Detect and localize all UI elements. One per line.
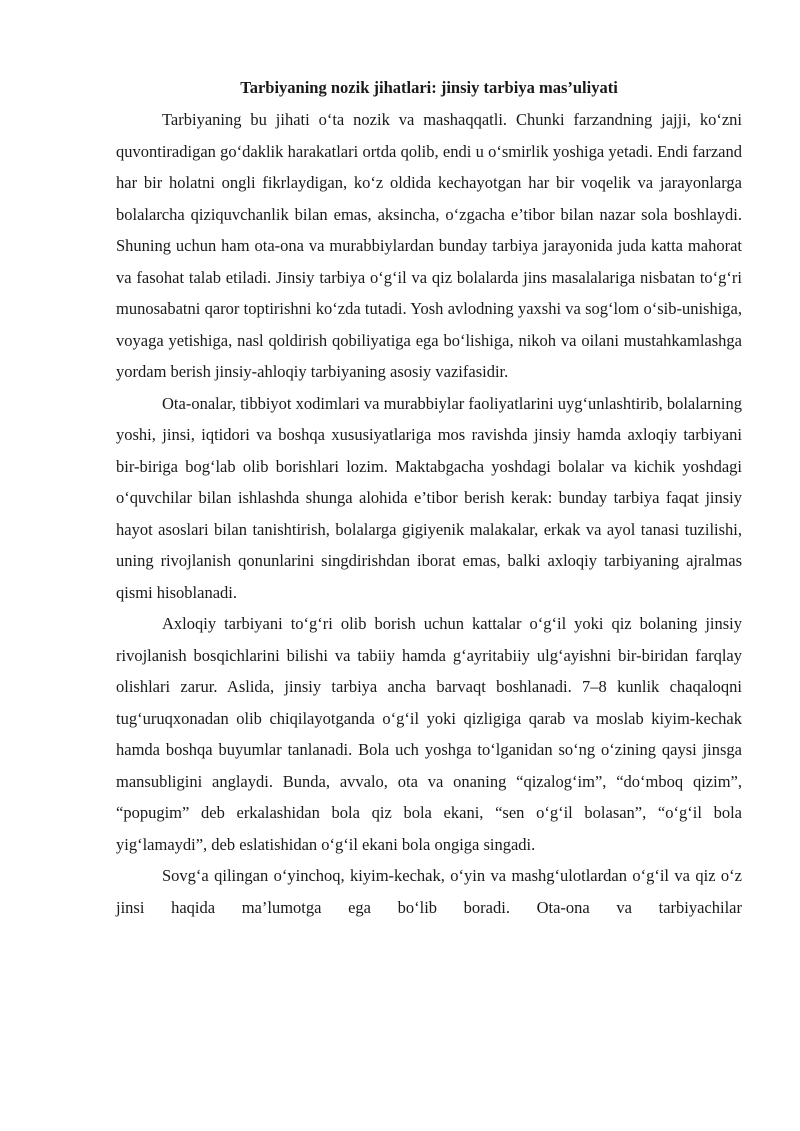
paragraph-3: Axloqiy tarbiyani to‘g‘ri olib borish uchun kattalar o‘g‘il yoki qiz bolaning jinsiy rivojlanish bosqichlarini bilishi va tabiiy hamda g‘ayritabiiy ulg‘ayishni bir-biridan farqlay olishlari zarur. Aslida, jinsiy tarbiya ancha barvaqt boshlanadi. 7–8 kunlik chaqaloqni tug‘uruqxonadan olib chiqilayotganda o‘g‘il yoki qizligiga qarab va moslab kiyim-kechak hamda boshqa buyumlar tanlanadi. Bola uch yoshga to‘lganidan so‘ng o‘zining qaysi jinsga mansubligini anglaydi. Bunda, avvalo, ota va onaning “qizalog‘im”, “do‘mboq qizim”, “popugim” deb erkalashidan bola qiz bola ekani, “sen o‘g‘il bolasan”, “o‘g‘il bola yig‘lamaydi”, deb eslatishidan o‘g‘il ekani bola ongiga singadi. xyxy=(116,614,742,854)
document-title: Tarbiyaning nozik jihatlari: jinsiy tarbiya mas’uliyati xyxy=(240,78,618,97)
paragraph-2: Ota-onalar, tibbiyot xodimlari va murabbiylar faoliyatlarini uyg‘unlashtirib, bolalarning yoshi, jinsi, iqtidori va boshqa xususiyatlariga mos ravishda jinsiy hamda axloqiy tarbiyani bir-biriga bog‘lab olib borishlari lozim. Maktabgacha yoshdagi bolalar va kichik yoshdagi o‘quvchilar bilan ishlashda shunga alohida e’tibor berish kerak: bunday tarbiya faqat jinsiy hayot asoslari bilan tanishtirish, bolalarga gigiyenik malakalar, erkak va ayol tanasi tuzilishi, uning rivojlanish qonunlarini singdirishdan iborat emas, balki axloqiy tarbiyaning ajralmas qismi hisoblanadi. xyxy=(116,393,742,602)
paragraph-4: Sovg‘a qilingan o‘yinchoq, kiyim-kechak, o‘yin va mashg‘ulotlardan o‘g‘il va qiz o‘z jinsi haqida ma’lumotga ega bo‘lib boradi. Ota-ona va tarbiyachilar xyxy=(116,866,742,917)
paragraph-1: Tarbiyaning bu jihati o‘ta nozik va mashaqqatli. Chunki farzandning jajji, ko‘zni quvontiradigan go‘daklik harakatlari ortda qolib, endi u o‘smirlik yoshiga yetadi. Endi farzand har bir holatni ongli fikrlaydigan, ko‘z oldida kechayotgan har bir voqelik va jarayonlarga bolalarcha qiziquvchanlik bilan emas, aksincha, o‘zgacha e’tibor bilan nazar sola boshlaydi. Shuning uchun ham ota-ona va murabbiylardan bunday tarbiya jarayonida juda katta mahorat va fasohat talab etiladi. Jinsiy tarbiya o‘g‘il va qiz bolalarda jins masalalariga nisbatan to‘g‘ri munosabatni qaror toptirishni ko‘zda tutadi. Yosh avlodning yaxshi va sog‘lom o‘sib-unishiga, voyaga yetishiga, nasl qoldirish qobiliyatiga ega bo‘lishiga, nikoh va oilani mustahkamlashga yordam berish jinsiy-ahloqiy tarbiyaning asosiy vazifasidir. xyxy=(116,110,742,381)
document-page xyxy=(116,74,742,923)
